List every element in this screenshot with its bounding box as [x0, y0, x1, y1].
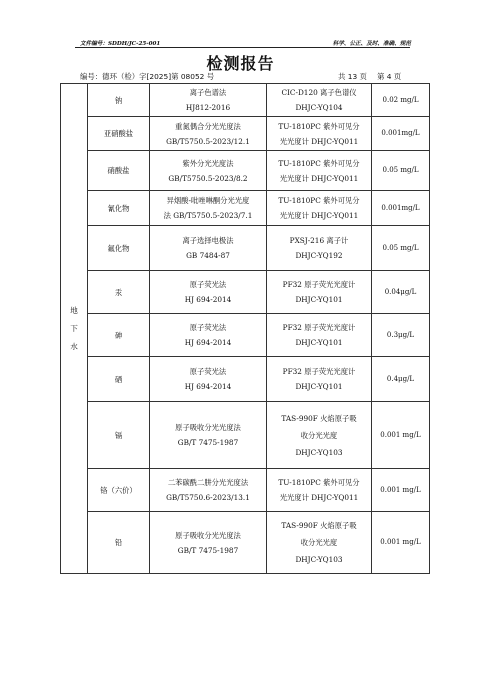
detection-limit-cell: 0.001 mg/L: [372, 512, 430, 574]
detection-limit-cell: 0.001mg/L: [372, 117, 430, 151]
detection-limit-cell: 0.001 mg/L: [372, 469, 430, 512]
parameter-cell: 砷: [88, 314, 150, 357]
report-number: 编号：德环（检）字[2025]第 08052 号: [80, 72, 215, 81]
method-cell: 原子吸收分光光度法 GB/T 7475-1987: [150, 402, 267, 469]
parameter-cell: 汞: [88, 271, 150, 314]
page-number: 第 4 页: [377, 72, 402, 81]
method-cell: 离子色谱法 HJ812-2016: [150, 84, 267, 117]
header-motto: 科学、公正、及时、准确、规范: [332, 41, 411, 47]
table-row: [61, 84, 430, 117]
parameter-cell: 硒: [88, 357, 150, 402]
instrument-cell: TAS-990F 火焰原子吸 收分光光度 DHJC-YQ103: [267, 402, 372, 469]
table-row: [61, 402, 430, 469]
parameter-cell: 钠: [88, 84, 150, 117]
instrument-cell: TU-1810PC 紫外可见分 光光度计 DHJC-YQ011: [267, 469, 372, 512]
detection-limit-cell: 0.05 mg/L: [372, 151, 430, 191]
instrument-cell: PF32 原子荧光光度计 DHJC-YQ101: [267, 271, 372, 314]
method-cell: 紫外分光光度法 GB/T5750.5-2023/8.2: [150, 151, 267, 191]
instrument-cell: TU-1810PC 紫外可见分 光光度计 DHJC-YQ011: [267, 151, 372, 191]
table-row: [61, 314, 430, 357]
category-cell: [61, 84, 88, 574]
instrument-cell: PF32 原子荧光光度计 DHJC-YQ101: [267, 314, 372, 357]
table-row: [61, 469, 430, 512]
table-row: [61, 271, 430, 314]
header-divider: [75, 47, 410, 48]
method-cell: 二苯碳酰二肼分光光度法 GB/T5750.6-2023/13.1: [150, 469, 267, 512]
instrument-cell: PF32 原子荧光光度计 DHJC-YQ101: [267, 357, 372, 402]
detection-limit-cell: 0.04μg/L: [372, 271, 430, 314]
category-char: 水: [70, 341, 78, 351]
parameter-cell: 铅: [88, 512, 150, 574]
method-cell: 原子荧光法 HJ 694-2014: [150, 271, 267, 314]
category-char: 下: [70, 323, 78, 333]
detection-limit-cell: 0.4μg/L: [372, 357, 430, 402]
table-row: [61, 226, 430, 271]
instrument-cell: TU-1810PC 紫外可见分 光光度计 DHJC-YQ011: [267, 191, 372, 226]
instrument-cell: TU-1810PC 紫外可见分 光光度计 DHJC-YQ011: [267, 117, 372, 151]
parameter-cell: 镉: [88, 402, 150, 469]
parameter-cell: 硝酸盐: [88, 151, 150, 191]
file-number: 文件编号：SDDH/JC-25-001: [80, 41, 161, 47]
detection-limit-cell: 0.3μg/L: [372, 314, 430, 357]
category-char: 地: [70, 305, 78, 315]
method-cell: 原子吸收分光光度法 GB/T 7475-1987: [150, 512, 267, 574]
parameter-cell: 氰化物: [88, 191, 150, 226]
page-title: 检测报告: [206, 54, 275, 73]
parameter-cell: 亚硝酸盐: [88, 117, 150, 151]
instrument-cell: PXSJ-216 离子计 DHJC-YQ192: [267, 226, 372, 271]
detection-limit-cell: 0.05 mg/L: [372, 226, 430, 271]
detection-limit-cell: 0.001 mg/L: [372, 402, 430, 469]
instrument-cell: CIC-D120 离子色谱仪 DHJC-YQ104: [267, 84, 372, 117]
detection-limit-cell: 0.001mg/L: [372, 191, 430, 226]
total-pages: 共 13 页: [338, 72, 367, 81]
parameter-cell: 氟化物: [88, 226, 150, 271]
test-method-table: [60, 83, 430, 574]
table-row: [61, 191, 430, 226]
method-cell: 原子荧光法 HJ 694-2014: [150, 357, 267, 402]
method-cell: 离子选择电极法 GB 7484-87: [150, 226, 267, 271]
detection-limit-cell: 0.02 mg/L: [372, 84, 430, 117]
table-row: [61, 357, 430, 402]
table-row: [61, 512, 430, 574]
instrument-cell: TAS-990F 火焰原子吸 收分光光度 DHJC-YQ103: [267, 512, 372, 574]
table-row: [61, 151, 430, 191]
table-row: [61, 117, 430, 151]
method-cell: 重氮偶合分光光度法 GB/T5750.5-2023/12.1: [150, 117, 267, 151]
method-cell: 原子荧光法 HJ 694-2014: [150, 314, 267, 357]
method-cell: 异烟酸-吡唑啉酮分光光度 法 GB/T5750.5-2023/7.1: [150, 191, 267, 226]
parameter-cell: 铬（六价）: [88, 469, 150, 512]
